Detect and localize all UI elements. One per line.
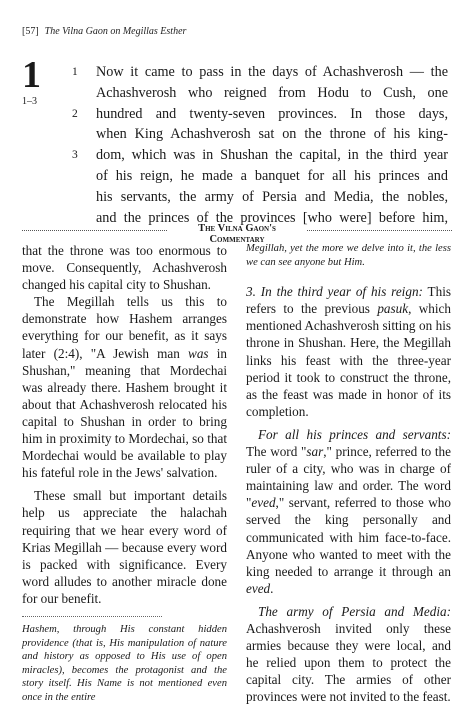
footnote-rule [22,616,162,617]
emphasis: eved [251,495,276,511]
verse-text [72,62,448,228]
lemma: The army of Persia and Media: [258,603,451,619]
commentary-paragraph [246,603,451,706]
verse-line-text: when King Achashverosh sat on the throne of his king- [96,126,448,143]
commentary-column-right [246,242,451,705]
chapter-marker [22,54,62,107]
text-run: . [270,580,274,596]
verse-number: 2 [72,107,78,120]
verse-line-text: his servants, the army of Persia and Media, the nobles, [96,188,448,205]
verse-number: 1 [72,66,78,78]
footnote: Hashem, through His constant hidden providence (that is, His manipulation of nature and history as opposed to His use of open miracles), becomes the protagonist and the story itself. His Name is not mentioned even once in the entire [22,623,227,703]
emphasis: sar [306,444,324,460]
divider-rule-right [307,230,452,231]
verse-line [96,187,448,208]
commentary-title: The Vilna Gaon's Commentary [198,223,276,245]
running-header [22,26,186,37]
text-run: , which mentioned Achashverosh sitting on his throne in Shushan. Here, the Megillah links his feast with the three-year period it took to construct the throne, as the feast was made in honor of its completion. [246,301,451,419]
verse-line [96,124,448,145]
verse-line [72,62,448,83]
verse-line-text: dom, which was in Shushan the capital, in the third year [96,147,448,164]
commentary-divider [22,222,452,245]
text-run: This refers to the previous [246,284,451,317]
text-run: ," servant, referred to those who served the king personally and communicated with him face-to-face. Anyone who wanted to meet with the king needed to arrange it through an [246,495,451,579]
verse-line [96,83,448,104]
verse-line-text: hundred and twenty-seven provinces. In those days, [96,105,448,122]
lemma: For all his princes and servants: [258,426,451,442]
verse-line-text: of his reign, he made a banquet for all his princes and [96,167,448,184]
verse-line [72,145,448,166]
verse-line-text: and the princes of the provinces [who were] before him, [96,209,448,226]
verse-line [96,166,448,187]
divider-rule-left [22,230,167,231]
commentary-paragraph: These small but important details help us appreciate the halachah requiring that we hear every word of Krias Megillah — because every word is packed with significance. Every word alludes to another miracle done for our benefit. [22,488,227,606]
text-run: The Megillah tells us this to demonstrate how Hashem arranges everything for our benefit, as it says later (2:4), "A Jewish man [22,294,227,361]
emphasis: pasuk [377,301,409,317]
text-run: The word " [246,444,307,460]
commentary-column-left [22,242,227,705]
commentary-paragraph [22,293,227,481]
chapter-number: 1 [22,54,41,96]
emphasis: was [188,345,209,361]
emphasis: eved [246,580,271,596]
verse-line [72,104,448,125]
commentary-paragraph [246,283,451,420]
text-run: in Shushan," meaning that Mordechai was already there. Hashem brought it about that Achashverosh relocated his capital to Shushan in order to bring him in proximity to Mordechai, so that Mordechai would be available to play his fateful role in the Jews' salvation. [22,345,227,481]
commentary-paragraph [246,426,451,597]
footnote-continued: Megillah, yet the more we delve into it, the less we can see anyone but Him. [246,243,451,268]
lemma: 3. In the third year of his reign: [246,284,423,300]
running-title: The Vilna Gaon on Megillas Esther [44,26,187,37]
page-number: [57] [22,26,39,37]
verse-range: 1–3 [22,96,37,107]
verse-line-text: Achashverosh who reigned from Hodu to Cush, one [96,84,448,101]
text-run: Achashverosh invited only these armies because they were local, and he relied upon them to protect the capital city. The armies of other provinces were not invited to the feast. [246,620,451,705]
commentary-paragraph: that the throne was too enormous to move. Consequently, Achashverosh changed his capital city to Shushan. [22,243,227,293]
text-run: ," prince, referred to the ruler of a city, who was in charge of maintaining law and order. The word " [246,444,451,511]
verse-line-text: Now it came to pass in the days of Achashverosh — the [96,64,448,80]
verse-number: 3 [72,149,78,162]
